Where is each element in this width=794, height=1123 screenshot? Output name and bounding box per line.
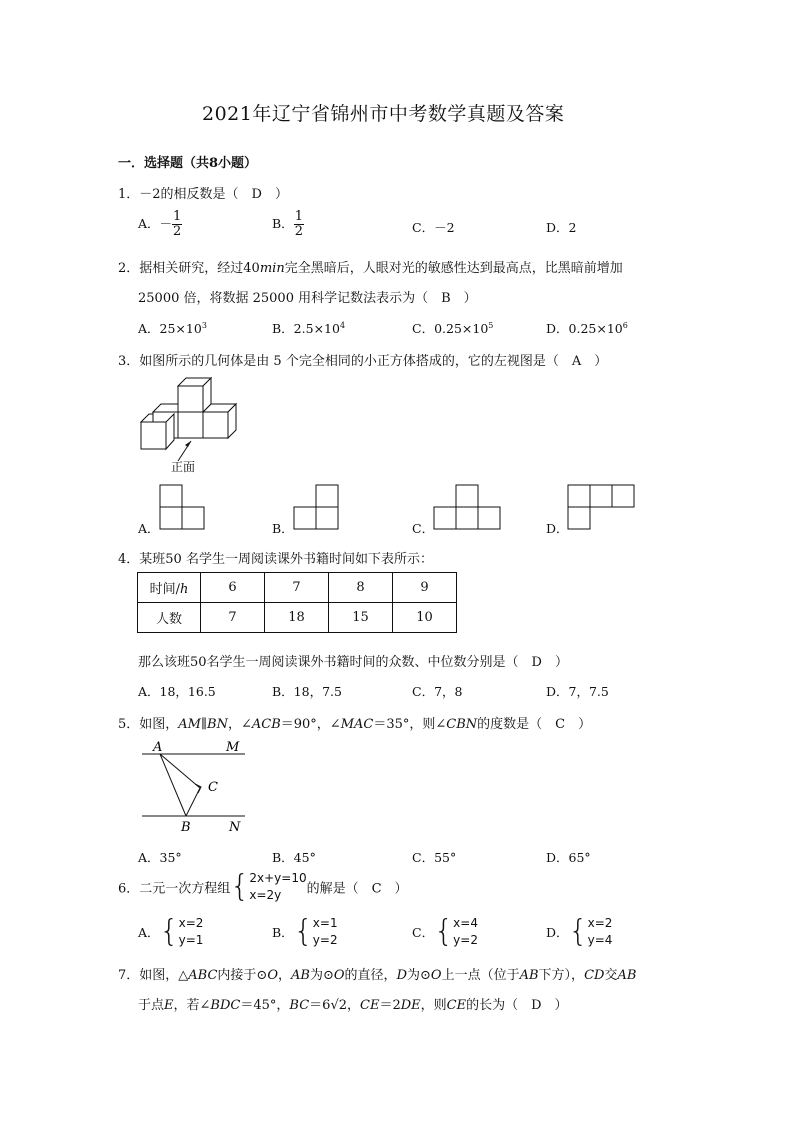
question-1 (118, 183, 288, 202)
table-cell: 10 (393, 603, 457, 633)
math-var: CD (584, 968, 605, 983)
question-text: ＝6 (309, 998, 331, 1013)
exponent: 4 (339, 320, 346, 330)
option-label: B． (272, 216, 294, 231)
brace-icon: { (568, 914, 588, 949)
table-cell: 9 (393, 573, 457, 603)
option-label: B． (272, 925, 294, 940)
q1-option-d: D．2 (546, 220, 577, 235)
table-cell: 8 (329, 573, 393, 603)
math-var: CE (446, 998, 467, 1013)
question-text: 上一点（位于 (441, 968, 520, 983)
question-text: 二元一次方程组 (139, 881, 231, 897)
q3-option-a-label: A． (138, 521, 160, 536)
solution (313, 915, 338, 949)
equation: y=4 (587, 933, 613, 947)
page-title: 2021年辽宁省锦州市中考数学真题及答案 (202, 103, 565, 125)
math-var: O (333, 968, 345, 983)
question-3 (118, 350, 607, 369)
equation-system (249, 870, 306, 904)
brace-icon: { (293, 914, 313, 949)
numerator: 1 (173, 209, 182, 224)
parallel-lines-figure (140, 738, 250, 834)
unit: h (180, 582, 189, 597)
math-var: ACB (251, 717, 281, 732)
table-header-cell (138, 573, 201, 603)
solution (179, 915, 204, 949)
q4-option-a: A．18，16.5 (138, 684, 216, 699)
question-number: 1． (118, 187, 140, 202)
option-label: A．－ (138, 216, 173, 231)
equation: x=2 (587, 916, 613, 930)
question-text: 为⊙ (309, 968, 334, 983)
math-var: CE (360, 998, 380, 1013)
question-text: 交 (604, 968, 618, 983)
fraction (294, 210, 304, 239)
math-var: BC (289, 998, 310, 1013)
q6-option-d (546, 915, 612, 949)
table-row (138, 603, 457, 633)
q3-option-b-figure (293, 484, 339, 530)
option-text: A．25×10 (138, 321, 202, 336)
unit: min (259, 261, 285, 276)
label-M: M (226, 740, 240, 755)
numerator: 1 (294, 209, 303, 224)
option-text: D．0.25×10 (546, 321, 623, 336)
table-cell: 7 (265, 573, 329, 603)
question-text: 的直径， (344, 968, 397, 983)
option-text: B．2.5×10 (272, 321, 340, 336)
question-text: 的长为（ D ） (466, 998, 568, 1013)
header-text: 时间/ (149, 582, 180, 597)
question-text: 的度数是（ C ） (477, 717, 592, 732)
equation: x=4 (453, 916, 478, 930)
math-var: BN (207, 717, 228, 732)
question-text: 的解是（ C ） (306, 881, 408, 897)
question-text: 如图， (139, 717, 179, 732)
denominator: 2 (294, 224, 303, 239)
table-row (138, 573, 457, 603)
q3-option-d-label: D． (546, 521, 569, 536)
question-7-line-2 (138, 994, 568, 1013)
table-header-cell: 人数 (138, 603, 201, 633)
question-text: 为⊙ (407, 968, 431, 983)
question-text: 如图所示的几何体是由 5 个完全相同的小正方体搭成的，它的左视图是（ A ） (139, 354, 608, 369)
q2-option-d (546, 319, 628, 337)
equation: y=1 (178, 933, 204, 947)
math-var: D (396, 968, 407, 983)
equation: y=2 (453, 933, 478, 947)
question-2 (118, 257, 623, 276)
q5-option-d: D．65° (546, 850, 591, 865)
label-A: A (153, 740, 163, 755)
question-number: 2． (118, 261, 140, 276)
equation: x=2 (178, 916, 204, 930)
q6-option-a (138, 915, 203, 949)
denominator: 2 (173, 224, 182, 239)
question-text: ，∠ (227, 717, 252, 732)
label-B: B (181, 820, 191, 835)
table-cell: 7 (201, 603, 265, 633)
question-6 (118, 870, 408, 904)
math-var: AM (178, 717, 201, 732)
equation: x=2y (249, 888, 282, 902)
exponent: 6 (622, 320, 628, 330)
sqrt-expression: √2 (330, 998, 347, 1013)
solution (453, 915, 478, 949)
q4-option-d: D．7，7.5 (546, 684, 609, 699)
q3-option-d-figure (567, 484, 637, 530)
math-var: O (430, 968, 442, 983)
question-text: ， (347, 998, 361, 1013)
question-text: 于点 (138, 998, 165, 1013)
question-text: ＝2 (379, 998, 401, 1013)
table-cell: 18 (265, 603, 329, 633)
q6-option-c (412, 915, 478, 949)
question-text: ，则 (420, 998, 447, 1013)
question-text: ＝90°，∠ (280, 717, 341, 732)
q1-option-b (272, 210, 304, 239)
question-number: 4． (118, 552, 140, 567)
math-var: E (164, 998, 174, 1013)
question-number: 7． (118, 968, 140, 983)
label-N: N (229, 820, 241, 835)
question-7 (118, 964, 636, 983)
math-var: DE (400, 998, 421, 1013)
question-text: ＝45°， (240, 998, 290, 1013)
math-var: AB (617, 968, 637, 983)
question-text: ，若∠ (173, 998, 211, 1013)
question-text: ＝35°，则∠ (373, 717, 447, 732)
math-var: MAC (340, 717, 374, 732)
math-var: AB (519, 968, 539, 983)
table-cell: 15 (329, 603, 393, 633)
question-text: 下方）， (538, 968, 585, 983)
question-text: 完全黑暗后，人眼对光的敏感性达到最高点，比黑暗前增加 (284, 261, 623, 276)
question-text: 某班50 名学生一周阅读课外书籍时间如下表所示： (139, 552, 433, 567)
q4-option-b: B．18，7.5 (272, 684, 342, 699)
exponent: 3 (201, 320, 207, 330)
question-2-line-2: 25000 倍，将数据 25000 用科学记数法表示为（ B ） (138, 291, 477, 306)
brace-icon: { (230, 869, 250, 904)
question-text: ， (278, 968, 292, 983)
question-text: 据相关研究，经过40 (139, 261, 260, 276)
question-number: 3． (118, 354, 140, 369)
math-var: O (267, 968, 278, 983)
equation: x=1 (312, 916, 338, 930)
section-header: 一．选择题（共8小题） (118, 156, 258, 171)
question-text: －2的相反数是（ D ） (139, 187, 288, 202)
math-var: ABC (188, 968, 218, 983)
q3-option-c-figure (433, 484, 503, 530)
question-5 (118, 713, 591, 732)
q4-option-c: C．7，8 (412, 684, 463, 699)
question-text: 如图，△ (139, 968, 189, 983)
q1-option-a (138, 210, 182, 239)
q5-option-b: B．45° (272, 850, 316, 865)
question-number: 6． (118, 881, 140, 897)
question-text: 内接于⊙ (217, 968, 268, 983)
reading-time-table (137, 572, 457, 633)
math-var: AB (291, 968, 310, 983)
q2-option-b (272, 319, 345, 337)
table-cell: 6 (201, 573, 265, 603)
q1-option-c: C．－2 (412, 220, 455, 235)
q5-option-c: C．55° (412, 850, 457, 865)
option-text: C．0.25×10 (412, 321, 489, 336)
q3-option-b-label: B． (272, 521, 294, 536)
option-label: A． (138, 925, 160, 940)
q5-option-a: A．35° (138, 850, 182, 865)
q2-option-c (412, 319, 493, 337)
q2-option-a (138, 319, 207, 337)
math-var: BDC (210, 998, 241, 1013)
equation: 2x+y=10 (249, 871, 307, 885)
equation: y=2 (312, 933, 338, 947)
q3-option-c-label: C． (412, 521, 435, 536)
math-var: CBN (446, 717, 478, 732)
math-symbol: ∥ (201, 717, 208, 732)
question-number: 5． (118, 717, 140, 732)
question-4-ask: 那么该班50名学生一周阅读课外书籍时间的众数、中位数分别是（ D ） (138, 655, 568, 670)
label-C: C (208, 780, 218, 795)
brace-icon: { (159, 914, 179, 949)
brace-icon: { (434, 914, 454, 949)
exponent: 5 (488, 320, 494, 330)
option-label: D． (546, 925, 569, 940)
q3-option-a-figure (159, 484, 205, 530)
question-4 (118, 548, 433, 567)
option-label: C． (412, 925, 435, 940)
front-view-label: 正面 (171, 460, 196, 474)
fraction (172, 210, 182, 239)
solution (588, 915, 613, 949)
q6-option-b (272, 915, 338, 949)
